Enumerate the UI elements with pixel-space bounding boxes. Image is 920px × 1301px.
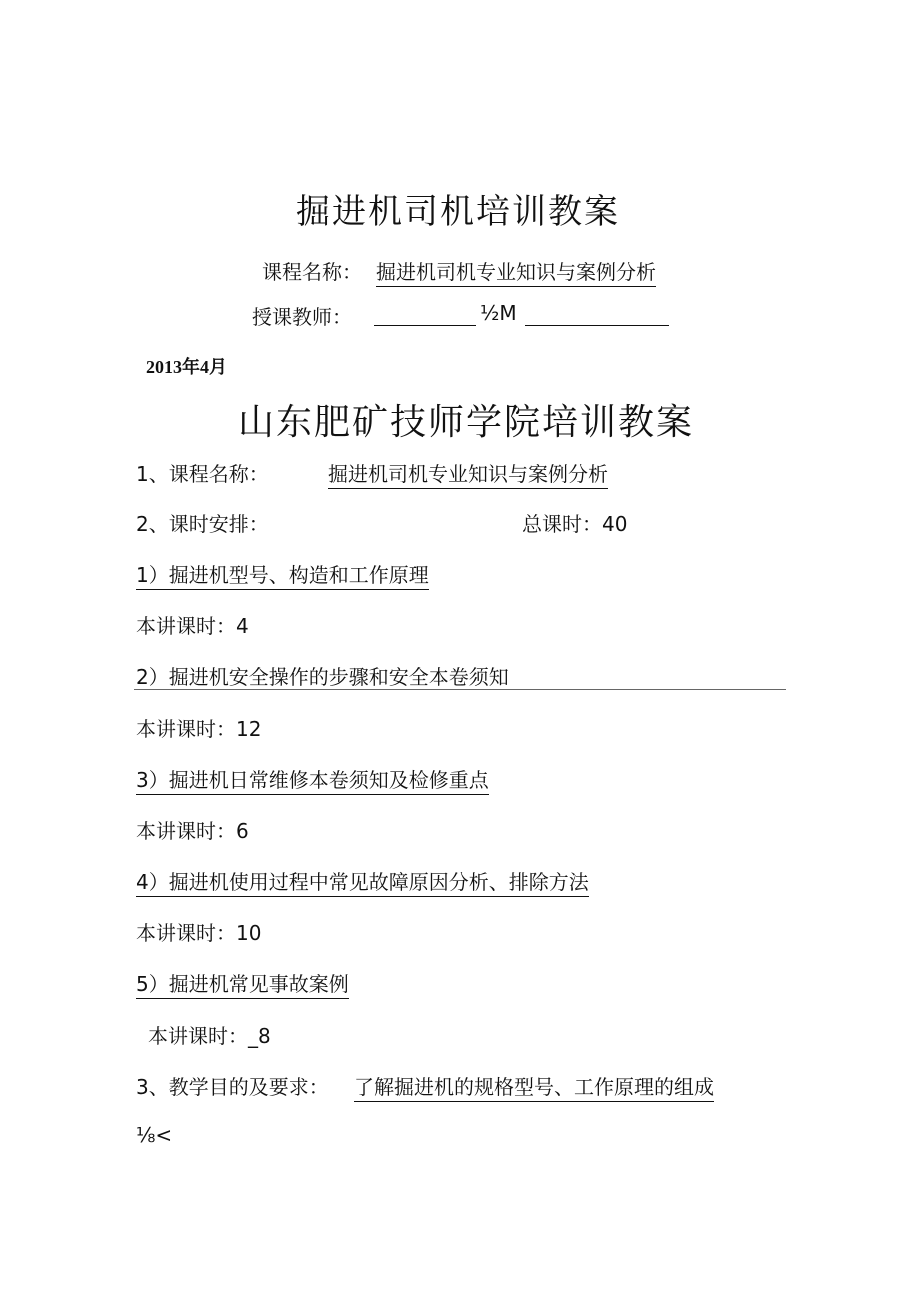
cover-date: 2013年4月: [146, 357, 227, 377]
footer-glyphs: ⅛<: [136, 1123, 173, 1147]
cover-course-value: 掘进机司机专业知识与案例分析: [376, 256, 656, 287]
topic-hours: 本讲课时：4: [136, 614, 249, 638]
topic-underline: [134, 689, 786, 690]
plan-title: 山东肥矿技师学院培训教案: [238, 402, 695, 443]
plan-course-label: 1、课程名称：: [136, 462, 269, 486]
cover-teacher-label: 授课教师：: [252, 305, 352, 329]
goal-label: 3、教学目的及要求：: [136, 1075, 329, 1099]
topic-hours: 本讲课时：12: [136, 717, 262, 741]
goal-value: 了解掘进机的规格型号、工作原理的组成: [354, 1071, 714, 1102]
schedule-label: 2、课时安排：: [136, 512, 269, 536]
cover-course-label: 课程名称：: [262, 260, 362, 284]
topic-hours: 本讲课时：_8: [148, 1024, 271, 1048]
topic-title: 1）掘进机型号、构造和工作原理: [136, 559, 429, 590]
topic-title: 2）掘进机安全操作的步骤和安全本卷须知: [136, 665, 509, 689]
cover-title: 掘进机司机培训教案: [296, 192, 620, 232]
topic-title: 4）掘进机使用过程中常见故障原因分析、排除方法: [136, 866, 589, 897]
teacher-blank-left: [374, 325, 476, 326]
topic-title: 3）掘进机日常维修本卷须知及检修重点: [136, 764, 489, 795]
cover-teacher-value: ½M: [480, 301, 517, 325]
total-hours: 总课时：40: [522, 512, 628, 536]
teacher-blank-right: [525, 325, 669, 326]
plan-course-value: 掘进机司机专业知识与案例分析: [328, 458, 608, 489]
topic-hours: 本讲课时：10: [136, 921, 262, 945]
topic-hours: 本讲课时：6: [136, 819, 249, 843]
topic-title: 5）掘进机常见事故案例: [136, 968, 349, 999]
